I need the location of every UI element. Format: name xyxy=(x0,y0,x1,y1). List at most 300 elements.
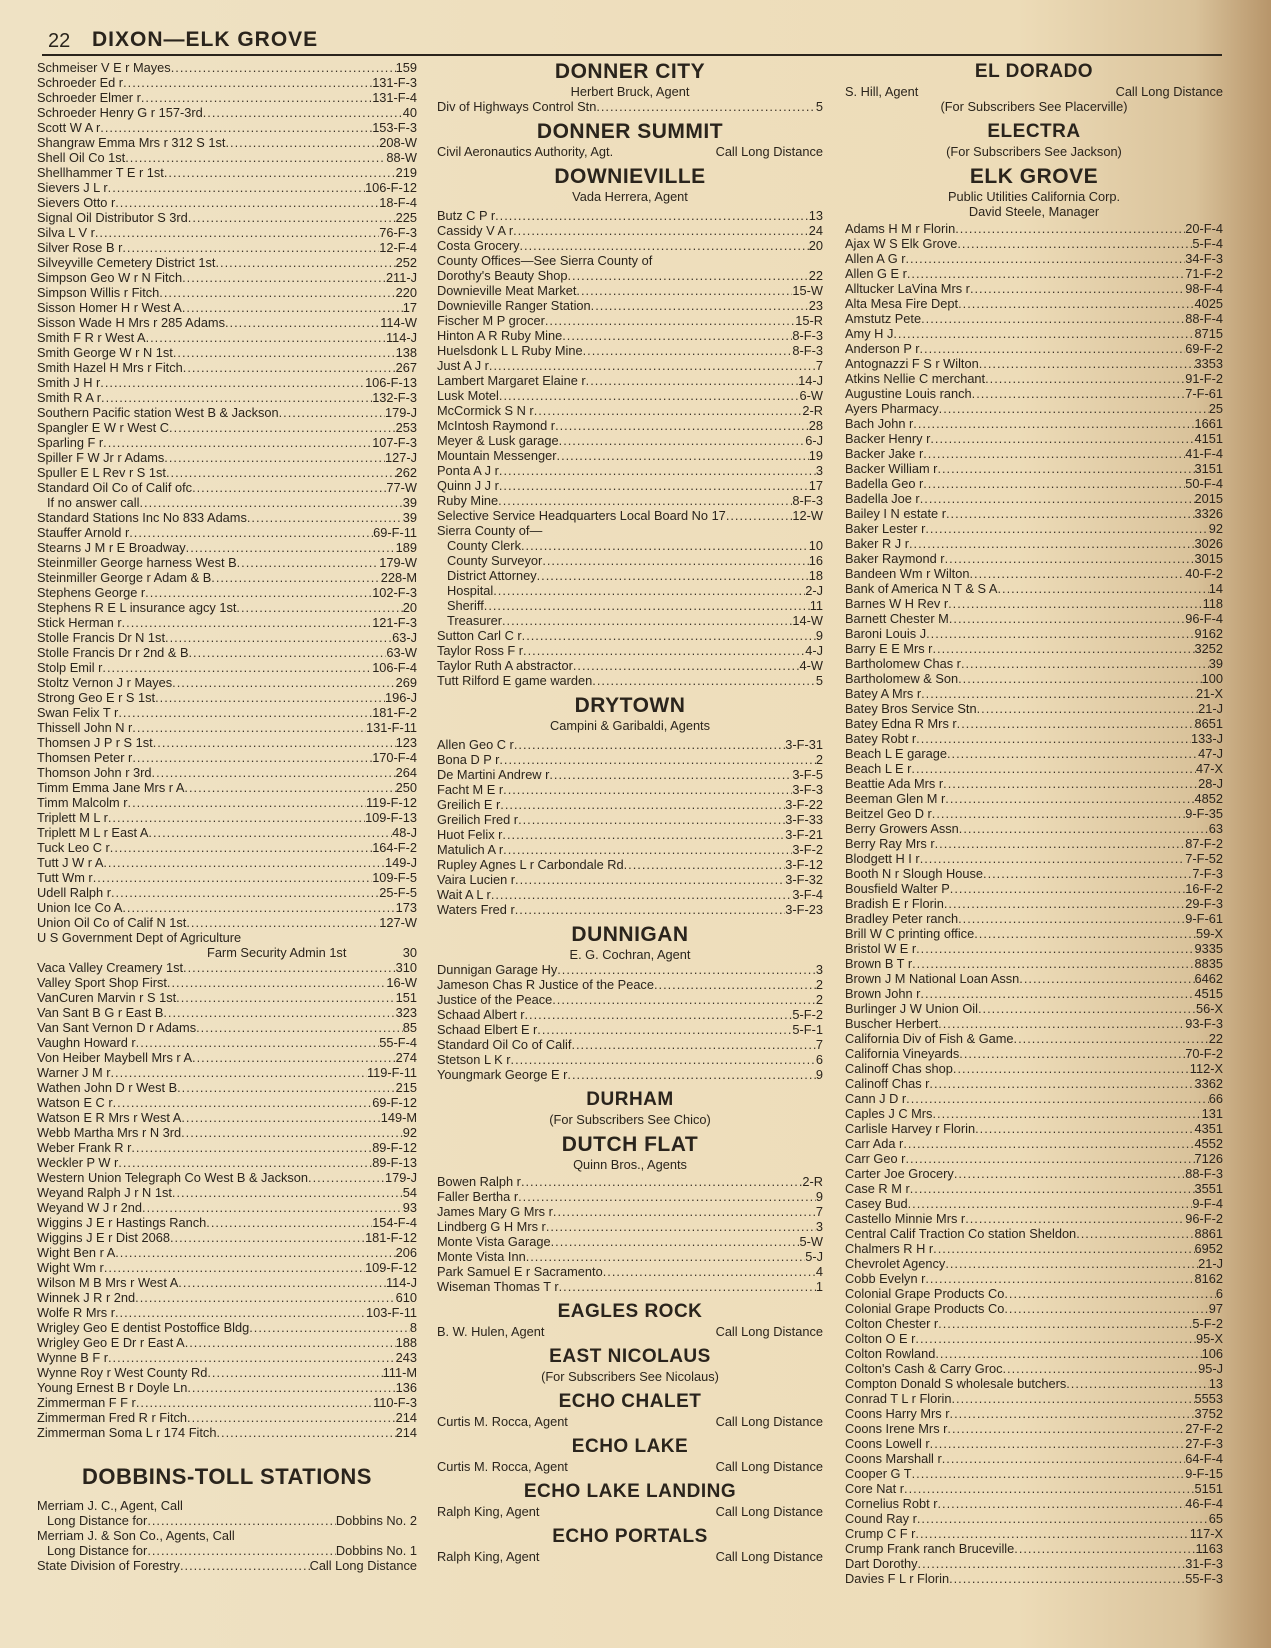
listing-number: 215 xyxy=(395,1080,417,1095)
listing-name: Wight Ben r A xyxy=(37,1245,116,1260)
listing-name: Sisson Wade H Mrs r 285 Adams xyxy=(37,315,225,330)
listing-name: Park Samuel E r Sacramento xyxy=(437,1264,603,1279)
listing-row xyxy=(437,1067,823,1082)
listing-number: 39 xyxy=(402,510,417,525)
listing-name: Batey A Mrs r xyxy=(845,686,922,701)
listing-name: Wynne Roy r West County Rd xyxy=(37,1365,208,1380)
listing-number: 47-J xyxy=(1198,746,1223,761)
listing-name: Batey Bros Service Stn xyxy=(845,701,977,716)
listing-row xyxy=(845,1076,1223,1091)
listing-name: Sisson Homer H r West A xyxy=(37,300,182,315)
listing-number: 269 xyxy=(395,675,417,690)
listing-name: Core Nat r xyxy=(845,1481,905,1496)
listing-name: Thomson John r 3rd xyxy=(37,765,152,780)
listing-row xyxy=(845,416,1223,431)
listing-row xyxy=(437,598,823,613)
listing-row xyxy=(845,1136,1223,1151)
listing-row xyxy=(37,225,417,240)
listing-number: 76-F-3 xyxy=(379,225,417,240)
listing-row xyxy=(845,1241,1223,1256)
listing-row xyxy=(845,866,1223,881)
listing-name: Chalmers R H r xyxy=(845,1241,934,1256)
listing-number: 123 xyxy=(395,735,417,750)
listing-row xyxy=(845,431,1223,446)
section-title: DONNER SUMMIT xyxy=(536,120,724,143)
listing-row xyxy=(437,857,823,872)
listing-name: Monte Vista Inn xyxy=(437,1249,526,1264)
listing-name: California Vineyards xyxy=(845,1046,960,1061)
listing-name: Baker Raymond r xyxy=(845,551,945,566)
listing-number: 262 xyxy=(395,465,417,480)
section-title: DOWNIEVILLE xyxy=(554,165,706,188)
listing-name: Baroni Louis J xyxy=(845,626,927,641)
listing-row xyxy=(845,551,1223,566)
listing-name: Colton's Cash & Carry Groc xyxy=(845,1361,1003,1376)
listing-row xyxy=(845,1346,1223,1361)
listing-row xyxy=(845,1106,1223,1121)
listing-number: 7 xyxy=(815,1037,823,1052)
listing-name: Thomsen J P r S 1st xyxy=(37,735,153,750)
listing-name: Steinmiller George harness West B xyxy=(37,555,237,570)
listing-row xyxy=(845,1151,1223,1166)
listing-name: Augustine Louis ranch xyxy=(845,386,972,401)
listing-number: 21-J xyxy=(1198,1256,1223,1271)
listing-number: 7-F-61 xyxy=(1185,386,1223,401)
listing-row xyxy=(37,90,417,105)
listing-name: Schroeder Henry G r 157-3rd xyxy=(37,105,203,120)
listing-row: Farm Security Admin 1st 30 xyxy=(207,945,417,960)
listing-number: 3-F-31 xyxy=(785,737,823,752)
listing-row xyxy=(845,1421,1223,1436)
listing-row xyxy=(845,1166,1223,1181)
listing-row xyxy=(37,735,417,750)
listing-row xyxy=(37,75,417,90)
listing-row xyxy=(437,373,823,388)
listing-name: County Clerk xyxy=(447,538,521,553)
listing-name: Vaughn Howard r xyxy=(37,1035,136,1050)
listing-row xyxy=(437,343,823,358)
listing-row xyxy=(845,1451,1223,1466)
listing-number: 59-X xyxy=(1195,926,1223,941)
listing-name: Dunnigan Garage Hy xyxy=(437,962,558,977)
listing-number: 20-F-4 xyxy=(1185,221,1223,236)
listing-name: Strong Geo E r S 1st xyxy=(37,690,156,705)
listing-number: 3326 xyxy=(1194,506,1223,521)
listing-number: 3-F-12 xyxy=(785,857,823,872)
listing-number: 3-F-23 xyxy=(785,902,823,917)
listing-row xyxy=(845,251,1223,266)
listing-name: Batey Edna R Mrs r xyxy=(845,716,957,731)
listing-name: Wrigley Geo E dentist Postoffice Bldg xyxy=(37,1320,250,1335)
listing-row xyxy=(37,1245,417,1260)
listing-name: Casey Bud xyxy=(845,1196,908,1211)
listing-row xyxy=(845,911,1223,926)
listing-number: 9-F-4 xyxy=(1192,1196,1223,1211)
listing-row xyxy=(845,791,1223,806)
listing-name: Costa Grocery xyxy=(437,238,520,253)
listing-row xyxy=(845,1286,1223,1301)
listing-row xyxy=(37,1350,417,1365)
listing-row xyxy=(437,448,823,463)
section-title: ECHO LAKE LANDING xyxy=(523,1481,737,1502)
listing-number: 4-W xyxy=(799,658,823,673)
listing-number: 127-W xyxy=(379,915,417,930)
listing-name: Calinoff Chas shop xyxy=(845,1061,953,1076)
listing-name: Simpson Willis r Fitch xyxy=(37,285,160,300)
listing-name: Silver Rose B r xyxy=(37,240,123,255)
listing-name: Selective Service Headquarters Local Board No 17 xyxy=(437,508,726,523)
listing-name: Zimmerman Soma L r 174 Fitch xyxy=(37,1425,217,1440)
listing-row xyxy=(845,566,1223,581)
listing-row: Merriam J. & Son Co., Agents, Call xyxy=(37,1528,235,1543)
listing-number: 16-W xyxy=(386,975,417,990)
listing-number: 69-F-12 xyxy=(372,1095,417,1110)
listing-name: Downieville Ranger Station xyxy=(437,298,591,313)
listing-row xyxy=(37,690,417,705)
listing-row xyxy=(37,645,417,660)
listing-name: Standard Oil Co of Calif xyxy=(437,1037,572,1052)
listing-number: 16-F-2 xyxy=(1185,881,1223,896)
listing-number: 10 xyxy=(808,538,823,553)
listing-name: Shell Oil Co 1st xyxy=(37,150,126,165)
listing-number: 13 xyxy=(1208,1376,1223,1391)
listing-name: Central Calif Traction Co station Sheldon xyxy=(845,1226,1077,1241)
listing-name: Baker Lester r xyxy=(845,521,926,536)
listing-number: 131 xyxy=(1201,1106,1223,1121)
listing-number: 3 xyxy=(815,962,823,977)
listing-number: 41-F-4 xyxy=(1185,446,1223,461)
listing-row xyxy=(37,600,417,615)
listing-name: Taylor Ruth A abstractor xyxy=(437,658,573,673)
listing-name: Stoltz Vernon J r Mayes xyxy=(37,675,173,690)
listing-row xyxy=(437,1264,823,1279)
listing-name: Cann J D r xyxy=(845,1091,907,1106)
listing-name: Scott W A r xyxy=(37,120,101,135)
listing-row xyxy=(437,328,823,343)
listing-row xyxy=(845,311,1223,326)
listing-number: 19 xyxy=(808,448,823,463)
listing-number: 9-F-15 xyxy=(1185,1466,1223,1481)
listing-number: 69-F-2 xyxy=(1185,341,1223,356)
listing-number: 6 xyxy=(1215,1286,1223,1301)
listing-name: Coons Harry Mrs r xyxy=(845,1406,950,1421)
listing-row: State Division of Forestry ..... Call Long Distance xyxy=(37,1558,417,1573)
section-title: ECHO CHALET xyxy=(558,1391,702,1412)
listing-name: Bowen Ralph r xyxy=(437,1174,521,1189)
listing-number: 5151 xyxy=(1194,1481,1223,1496)
listing-row xyxy=(437,418,823,433)
agent-line: Ralph King, Agent Call Long Distance xyxy=(437,1504,823,1519)
listing-number: 154-F-4 xyxy=(372,1215,417,1230)
listing-row xyxy=(37,570,417,585)
listing-row xyxy=(437,238,823,253)
listing-name: Zimmerman Fred R r Fitch xyxy=(37,1410,188,1425)
listing-row xyxy=(37,390,417,405)
listing-row xyxy=(37,435,417,450)
listing-name: Case R M r xyxy=(845,1181,910,1196)
section-title: ECHO PORTALS xyxy=(552,1526,708,1547)
listing-number: 54 xyxy=(402,1185,417,1200)
listing-number: 92 xyxy=(402,1125,417,1140)
listing-row xyxy=(37,615,417,630)
column-2 xyxy=(437,60,823,1564)
section-title: DURHAM xyxy=(586,1089,674,1110)
listing-row xyxy=(845,1361,1223,1376)
listing-row xyxy=(845,1211,1223,1226)
listing-name: Stephens R E L insurance agcy 1st xyxy=(37,600,237,615)
listing-number: 1 xyxy=(815,1279,823,1294)
listing-number: 1661 xyxy=(1194,416,1223,431)
listing-name: Fischer M P grocer xyxy=(437,313,545,328)
listing-row xyxy=(37,810,417,825)
listing-number: 63 xyxy=(1208,821,1223,836)
listing-number: 4515 xyxy=(1194,986,1223,1001)
listing-number: 14-J xyxy=(798,373,823,388)
listing-row xyxy=(37,285,417,300)
listing-row xyxy=(845,686,1223,701)
listing-name: Spuller E L Rev r S 1st xyxy=(37,465,166,480)
listing-row xyxy=(437,887,823,902)
listing-number: 77-W xyxy=(386,480,417,495)
listing-number: 5-J xyxy=(805,1249,823,1264)
listing-number: 14 xyxy=(1208,581,1223,596)
listing-number: 8162 xyxy=(1194,1271,1223,1286)
listing-number: 20 xyxy=(808,238,823,253)
listing-number: 106 xyxy=(1201,1346,1223,1361)
listing-number: 70-F-2 xyxy=(1185,1046,1223,1061)
listing-number: 28 xyxy=(808,418,823,433)
listing-number: 31-F-3 xyxy=(1185,1556,1223,1571)
listing-number: 3-F-33 xyxy=(785,812,823,827)
listing-number: 151 xyxy=(395,990,417,1005)
listing-number: 131-F-3 xyxy=(372,75,417,90)
listing-number: 111-M xyxy=(382,1365,417,1380)
listing-row xyxy=(437,478,823,493)
listing-row xyxy=(37,405,417,420)
listing-row xyxy=(845,446,1223,461)
listing-number: 181-F-12 xyxy=(365,1230,417,1245)
listing-number: 4 xyxy=(815,1264,823,1279)
listing-row xyxy=(437,1052,823,1067)
listing-row xyxy=(845,656,1223,671)
listing-number: 121-F-3 xyxy=(372,615,417,630)
listing-name: County Surveyor xyxy=(447,553,543,568)
listing-name: Lambert Margaret Elaine r xyxy=(437,373,586,388)
listing-row xyxy=(437,313,823,328)
listing-number: 188 xyxy=(395,1335,417,1350)
section-agent: David Steele, Manager xyxy=(968,204,1100,219)
listing-name: Huot Felix r xyxy=(437,827,503,842)
listing-number: 2-R xyxy=(802,1174,823,1189)
listing-number: 4552 xyxy=(1194,1136,1223,1151)
listing-name: Badella Geo r xyxy=(845,476,924,491)
listing-row xyxy=(37,1140,417,1155)
listing-name: Davies F L r Florin xyxy=(845,1571,950,1586)
listing-number: 103-F-11 xyxy=(366,1305,417,1320)
listing-row xyxy=(437,553,823,568)
listing-number: 179-W xyxy=(379,555,417,570)
listing-number: 29-F-3 xyxy=(1185,896,1223,911)
listing-row xyxy=(845,1181,1223,1196)
listing-name: Barnes W H Rev r xyxy=(845,596,949,611)
listing-name: Sheriff xyxy=(447,598,484,613)
listing-row xyxy=(437,403,823,418)
agent-line: S. Hill, Agent Call Long Distance xyxy=(845,84,1223,99)
listing-name: Butz C P r xyxy=(437,208,496,223)
listing-name: Stephens George r xyxy=(37,585,146,600)
listing-number: 136 xyxy=(395,1380,417,1395)
listing-row xyxy=(37,1005,417,1020)
listing-number: 117-X xyxy=(1189,1526,1223,1541)
listing-name: Berry Growers Assn xyxy=(845,821,959,836)
listing-number: 243 xyxy=(395,1350,417,1365)
section-agent: Campini & Garibaldi, Agents xyxy=(549,718,711,733)
listing-name: Smith J H r xyxy=(37,375,101,390)
listing-row xyxy=(437,842,823,857)
listing-number: 22 xyxy=(1208,1031,1223,1046)
listing-name: Thomsen Peter r xyxy=(37,750,133,765)
listing-row xyxy=(37,1230,417,1245)
listing-name: Triplett M L r xyxy=(37,810,108,825)
section-agent: Herbert Bruck, Agent xyxy=(570,84,690,99)
section-title: ELK GROVE xyxy=(969,165,1099,188)
listing-number: 164-F-2 xyxy=(372,840,417,855)
listing-number: 214 xyxy=(395,1410,417,1425)
listing-name: Standard Stations Inc No 833 Adams xyxy=(37,510,247,525)
listing-name: Colonial Grape Products Co xyxy=(845,1301,1005,1316)
listing-number: 149-M xyxy=(380,1110,417,1125)
section-note: (For Subscribers See Nicolaus) xyxy=(541,1369,719,1384)
listing-number: 7 xyxy=(815,1204,823,1219)
listing-number: 6462 xyxy=(1194,971,1223,986)
listing-row xyxy=(37,165,417,180)
listing-row xyxy=(845,1436,1223,1451)
listing-number: 9-F-35 xyxy=(1185,806,1223,821)
listing-name: Van Sant Vernon D r Adams xyxy=(37,1020,197,1035)
listing-number: 39 xyxy=(1208,656,1223,671)
listing-number: 3551 xyxy=(1194,1181,1223,1196)
listing-number: 95-X xyxy=(1195,1331,1223,1346)
listing-name: Bartholomew Chas r xyxy=(845,656,961,671)
listing-name: Southern Pacific station West B & Jackson xyxy=(37,405,279,420)
listing-row xyxy=(437,767,823,782)
listing-name: Barry E E Mrs r xyxy=(845,641,933,656)
listing-row xyxy=(437,283,823,298)
listing-number: 3151 xyxy=(1194,461,1223,476)
listing-name: Thissell John N r xyxy=(37,720,133,735)
listing-name: Wynne B F r xyxy=(37,1350,108,1365)
listing-row xyxy=(845,521,1223,536)
listing-number: 109-F-13 xyxy=(365,810,417,825)
listing-row xyxy=(37,135,417,150)
listing-row xyxy=(37,1425,417,1440)
listing-number: 13 xyxy=(808,208,823,223)
listing-row xyxy=(845,1031,1223,1046)
listing-number: 9 xyxy=(815,628,823,643)
section-title: ECHO LAKE xyxy=(571,1436,689,1457)
listing-row xyxy=(437,1022,823,1037)
listing-name: Bach John r xyxy=(845,416,914,431)
listing-row xyxy=(37,1260,417,1275)
agent-line: Ralph King, Agent Call Long Distance xyxy=(437,1549,823,1564)
listing-name: Stetson L K r xyxy=(437,1052,511,1067)
listing-row xyxy=(37,990,417,1005)
listing-row xyxy=(845,1001,1223,1016)
listing-number: 21-J xyxy=(1198,701,1223,716)
listing-name: Silveyville Cemetery District 1st xyxy=(37,255,216,270)
listing-row xyxy=(845,581,1223,596)
listing-number: 4025 xyxy=(1194,296,1223,311)
listing-number: 127-J xyxy=(384,450,417,465)
listing-number: 2-R xyxy=(802,403,823,418)
listing-name: Steinmiller George r Adam & B xyxy=(37,570,212,585)
listing-row xyxy=(437,737,823,752)
listing-number: 310 xyxy=(395,960,417,975)
listing-name: Meyer & Lusk garage xyxy=(437,433,559,448)
listing-row xyxy=(437,268,823,283)
listing-row xyxy=(37,525,417,540)
listing-row xyxy=(37,705,417,720)
listing-number: 5-F-4 xyxy=(1192,236,1223,251)
listing-row xyxy=(845,926,1223,941)
listing-name: Bousfield Walter P xyxy=(845,881,950,896)
listing-name: Weber Frank R r xyxy=(37,1140,132,1155)
listing-name: District Attorney xyxy=(447,568,537,583)
listing-number: 2 xyxy=(815,992,823,1007)
listing-name: Div of Highways Control Stn xyxy=(437,99,597,114)
listing-number: 89-F-12 xyxy=(372,1140,417,1155)
listing-name: Sievers J L r xyxy=(37,180,108,195)
section-agent: E. G. Cochran, Agent xyxy=(569,947,691,962)
section-title: EAST NICOLAUS xyxy=(549,1346,711,1367)
listing-number: 138 xyxy=(395,345,417,360)
listing-number: 88-F-4 xyxy=(1185,311,1223,326)
listing-name: McIntosh Raymond r xyxy=(437,418,556,433)
listing-row xyxy=(437,568,823,583)
listing-name: Wrigley Geo E Dr r East A xyxy=(37,1335,185,1350)
listing-name: Chevrolet Agency xyxy=(845,1256,946,1271)
listing-row xyxy=(845,1331,1223,1346)
listing-row xyxy=(37,585,417,600)
listing-row xyxy=(37,1020,417,1035)
listing-name: Webb Martha Mrs r N 3rd xyxy=(37,1125,182,1140)
listing-name: Schaad Albert r xyxy=(437,1007,525,1022)
listing-row xyxy=(845,506,1223,521)
listing-row xyxy=(845,1016,1223,1031)
listing-number: 3 xyxy=(815,1219,823,1234)
listing-name: Sutton Carl C r xyxy=(437,628,522,643)
listing-name: Buscher Herbert xyxy=(845,1016,939,1031)
listing-number: 3-F-5 xyxy=(792,767,823,782)
listing-number: 3015 xyxy=(1194,551,1223,566)
listing-name: Carr Geo r xyxy=(845,1151,906,1166)
listing-number: 114-J xyxy=(385,1275,417,1290)
listing-number: 91-F-2 xyxy=(1185,371,1223,386)
listing-row xyxy=(437,752,823,767)
listing-number: 159 xyxy=(395,60,417,75)
listing-row xyxy=(437,99,823,114)
listing-name: Stolp Emil r xyxy=(37,660,103,675)
listing-row xyxy=(437,1234,823,1249)
listing-number: 7 xyxy=(815,358,823,373)
listing-number: 8-F-3 xyxy=(792,328,823,343)
listing-name: Bradley Peter ranch xyxy=(845,911,959,926)
listing-number: 610 xyxy=(395,1290,417,1305)
column-1 xyxy=(37,60,417,1573)
listing-number: 46-F-4 xyxy=(1185,1496,1223,1511)
listing-name: Allen A G r xyxy=(845,251,906,266)
listing-number: 15-W xyxy=(792,283,823,298)
